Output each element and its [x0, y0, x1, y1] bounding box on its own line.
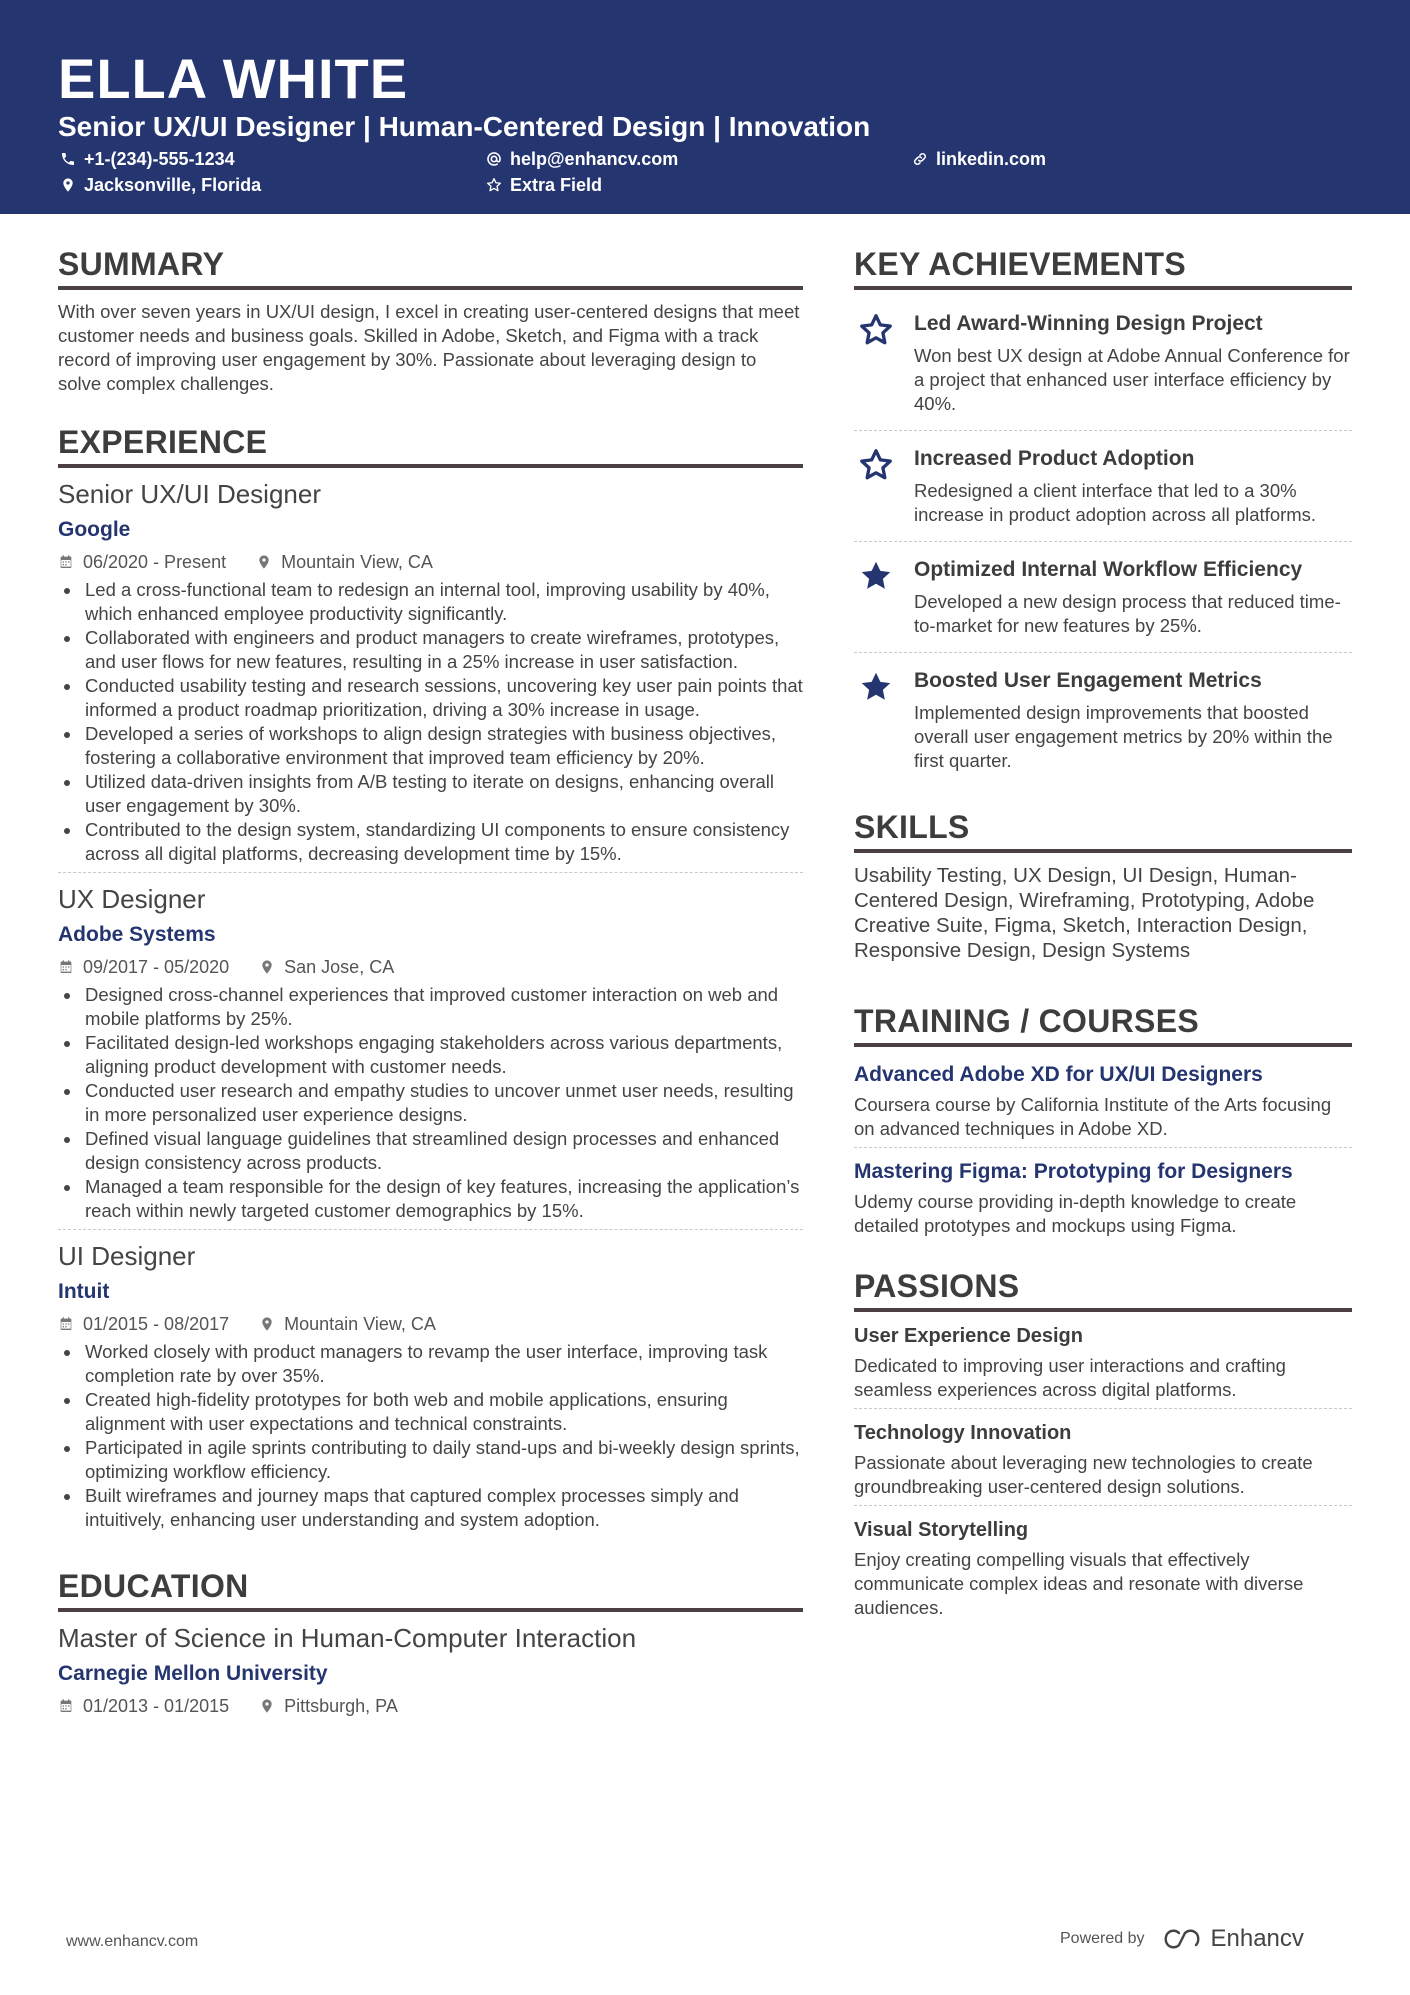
entry-separator: [854, 430, 1352, 431]
job-location: Mountain View, CA: [281, 552, 433, 572]
education-meta: [58, 1694, 803, 1718]
achievement-desc: Developed a new design process that reduced time-to-market for new features by 25%.: [914, 591, 1341, 636]
achievement-item: [854, 657, 1352, 781]
summary-text: With over seven years in UX/UI design, I excel in creating user-centered designs that meet customer needs and business goals. Skilled in Adobe, Sketch, and Figma with a track record of improving user engagement by 30%. Passionate about leveraging design to solve complex challenges.: [58, 301, 800, 394]
right-column: [854, 244, 1352, 1620]
job-bullets: [58, 983, 803, 1223]
extra-field-text: Extra Field: [510, 175, 603, 195]
job-bullet: Facilitated design-led workshops engaging stakeholders across various departments, aligning product development with customer needs.: [58, 1031, 803, 1079]
calendar-icon: [58, 554, 74, 570]
at-icon: [486, 151, 502, 167]
experience-heading: EXPERIENCE: [58, 422, 803, 468]
summary-heading: SUMMARY: [58, 244, 803, 290]
experience-entry: [58, 883, 803, 1230]
job-bullet: Conducted user research and empathy studies to uncover unmet user needs, resulting in more personalized user experience designs.: [58, 1079, 803, 1127]
phone-icon: [60, 151, 76, 167]
linkedin-text: linkedin.com: [936, 149, 1047, 169]
job-dates: 01/2015 - 08/2017: [83, 1314, 230, 1334]
training-list: [854, 1057, 1352, 1238]
experience-list: [58, 478, 803, 1532]
job-title: Senior UX/UI Designer: [58, 479, 321, 509]
job-meta: [58, 550, 803, 574]
achievement-star: [854, 556, 914, 638]
passion-item: [854, 1413, 1352, 1499]
passion-title: Visual Storytelling: [854, 1519, 1029, 1541]
location-pin-icon: [259, 1316, 275, 1332]
education-degree: Master of Science in Human-Computer Interaction: [58, 1623, 637, 1653]
job-bullet: Developed a series of workshops to align design strategies with business objectives, fostering a collaborative environment that improved team efficiency by 20%.: [58, 722, 803, 770]
company-name: Adobe Systems: [58, 923, 216, 946]
achievements-heading: KEY ACHIEVEMENTS: [854, 244, 1352, 290]
education-dates: 01/2013 - 01/2015: [83, 1696, 230, 1716]
experience-entry: [58, 1240, 803, 1532]
email-contact[interactable]: [486, 148, 678, 170]
experience-entry: [58, 478, 803, 873]
location-pin-icon: [60, 177, 76, 193]
achievement-star: [854, 667, 914, 773]
passion-desc: Enjoy creating compelling visuals that effectively communicate complex ideas and resonate with diverse audiences.: [854, 1549, 1304, 1618]
calendar-icon: [58, 1698, 74, 1714]
powered-by-text: Powered by: [1060, 1930, 1145, 1947]
job-location: San Jose, CA: [284, 957, 395, 977]
location-pin-icon: [259, 959, 275, 975]
training-heading: TRAINING / COURSES: [854, 1001, 1352, 1047]
link-icon: [912, 151, 928, 167]
email-text: help@enhancv.com: [510, 149, 679, 169]
passion-desc: Passionate about leveraging new technologies to create groundbreaking user-centered design solutions.: [854, 1452, 1313, 1497]
candidate-name: ELLA WHITE: [58, 47, 409, 110]
job-dates: 09/2017 - 05/2020: [83, 957, 230, 977]
course-item: [854, 1057, 1352, 1141]
job-bullet: Created high-fidelity prototypes for both web and mobile applications, ensuring alignment with user expectations and technical constraints.: [58, 1388, 803, 1436]
candidate-title: Senior UX/UI Designer | Human-Centered Design | Innovation: [58, 111, 871, 142]
achievement-desc: Won best UX design at Adobe Annual Conference for a project that enhanced user interface efficiency by 40%.: [914, 345, 1350, 414]
job-bullet: Defined visual language guidelines that streamlined design processes and enhanced design consistency across products.: [58, 1127, 803, 1175]
passions-list: [854, 1322, 1352, 1620]
achievement-item: [854, 546, 1352, 646]
job-title: UX Designer: [58, 884, 206, 914]
achievement-star: [854, 310, 914, 416]
entry-separator: [854, 1505, 1352, 1506]
phone-contact[interactable]: [60, 148, 235, 170]
job-dates: 06/2020 - Present: [83, 552, 227, 572]
job-bullet: Collaborated with engineers and product managers to create wireframes, prototypes, and user flows for new features, resulting in a 25% increase in user satisfaction.: [58, 626, 803, 674]
job-bullet: Worked closely with product managers to revamp the user interface, improving task completion rate by over 35%.: [58, 1340, 803, 1388]
course-item: [854, 1152, 1352, 1238]
enhancv-logo-icon: [1159, 1927, 1205, 1951]
linkedin-contact[interactable]: [912, 148, 1046, 170]
job-bullet: Designed cross-channel experiences that improved customer interaction on web and mobile platforms by 25%.: [58, 983, 803, 1031]
course-title: Advanced Adobe XD for UX/UI Designers: [854, 1063, 1263, 1086]
education-school: Carnegie Mellon University: [58, 1662, 328, 1685]
entry-separator: [854, 1408, 1352, 1409]
achievement-body: [914, 310, 1352, 416]
skills-text: Usability Testing, UX Design, UI Design, Human-Centered Design, Wireframing, Prototyping, Adobe Creative Suite, Figma, Sketch, Interaction Design, Responsive Design, Design Systems: [854, 864, 1315, 962]
calendar-icon: [58, 1316, 74, 1332]
entry-separator: [58, 872, 803, 873]
location-contact: [60, 174, 261, 196]
course-desc: Coursera course by California Institute of the Arts focusing on advanced techniques in Adobe XD.: [854, 1094, 1332, 1139]
job-meta: [58, 1312, 803, 1336]
location-pin-icon: [259, 1698, 275, 1714]
resume-header: [0, 0, 1410, 214]
location-pin-icon: [256, 554, 272, 570]
passion-title: Technology Innovation: [854, 1422, 1072, 1444]
job-bullet: Contributed to the design system, standardizing UI components to ensure consistency across all digital platforms, decreasing development time by 15%.: [58, 818, 803, 866]
entry-separator: [854, 652, 1352, 653]
job-bullet: Participated in agile sprints contributing to daily stand-ups and bi-weekly design sprints, optimizing workflow efficiency.: [58, 1436, 803, 1484]
company-name: Intuit: [58, 1280, 110, 1303]
job-location: Mountain View, CA: [284, 1314, 436, 1334]
achievement-item: [854, 300, 1352, 424]
job-bullets: [58, 578, 803, 866]
passion-title: User Experience Design: [854, 1325, 1083, 1347]
company-name: Google: [58, 518, 131, 541]
brand-logo[interactable]: [1159, 1925, 1304, 1953]
left-column: [58, 244, 803, 1718]
skills-heading: SKILLS: [854, 807, 1352, 853]
job-bullet: Utilized data-driven insights from A/B testing to iterate on designs, enhancing overall user engagement by 30%.: [58, 770, 803, 818]
entry-separator: [854, 1147, 1352, 1148]
star-outline-icon: [486, 177, 502, 193]
education-location: Pittsburgh, PA: [284, 1696, 398, 1716]
job-meta: [58, 955, 803, 979]
achievement-body: [914, 445, 1352, 527]
course-title: Mastering Figma: Prototyping for Designers: [854, 1160, 1293, 1183]
star-outline-icon: [858, 447, 894, 483]
achievements-list: [854, 300, 1352, 781]
achievement-title: Increased Product Adoption: [914, 447, 1195, 470]
phone-text: +1-(234)-555-1234: [84, 149, 235, 169]
location-text: Jacksonville, Florida: [84, 175, 262, 195]
course-desc: Udemy course providing in-depth knowledge to create detailed prototypes and mockups using Figma.: [854, 1191, 1297, 1236]
achievement-desc: Implemented design improvements that boosted overall user engagement metrics by 20% within the first quarter.: [914, 702, 1333, 771]
achievement-star: [854, 445, 914, 527]
passion-item: [854, 1510, 1352, 1620]
footer-website[interactable]: www.enhancv.com: [66, 1933, 199, 1950]
calendar-icon: [58, 959, 74, 975]
job-bullet: Conducted usability testing and research sessions, uncovering key user pain points that informed a product roadmap prioritization, driving a 30% increase in usage.: [58, 674, 803, 722]
passion-desc: Dedicated to improving user interactions and crafting seamless experiences across digital platforms.: [854, 1355, 1286, 1400]
achievement-desc: Redesigned a client interface that led to a 30% increase in product adoption across all platforms.: [914, 480, 1317, 525]
job-bullet: Managed a team responsible for the design of key features, increasing the application’s reach within newly targeted customer demographics by 15%.: [58, 1175, 803, 1223]
passions-heading: PASSIONS: [854, 1266, 1352, 1312]
footer-branding: [1060, 1925, 1304, 1953]
brand-name: Enhancv: [1210, 1925, 1304, 1952]
job-title: UI Designer: [58, 1241, 196, 1271]
job-bullet: Led a cross-functional team to redesign an internal tool, improving usability by 40%, which enhanced employee productivity significantly.: [58, 578, 803, 626]
achievement-title: Optimized Internal Workflow Efficiency: [914, 558, 1303, 581]
star-filled-icon: [858, 669, 894, 705]
education-heading: EDUCATION: [58, 1566, 803, 1612]
achievement-body: [914, 556, 1352, 638]
achievement-item: [854, 435, 1352, 535]
extra-field-contact: [486, 174, 602, 196]
entry-separator: [58, 1229, 803, 1230]
job-bullets: [58, 1340, 803, 1532]
star-filled-icon: [858, 558, 894, 594]
entry-separator: [854, 541, 1352, 542]
star-outline-icon: [858, 312, 894, 348]
achievement-body: [914, 667, 1352, 773]
achievement-title: Boosted User Engagement Metrics: [914, 669, 1262, 692]
achievement-title: Led Award-Winning Design Project: [914, 312, 1263, 335]
passion-item: [854, 1322, 1352, 1402]
job-bullet: Built wireframes and journey maps that captured complex processes simply and intuitively, enhancing user understanding and system adoption.: [58, 1484, 803, 1532]
